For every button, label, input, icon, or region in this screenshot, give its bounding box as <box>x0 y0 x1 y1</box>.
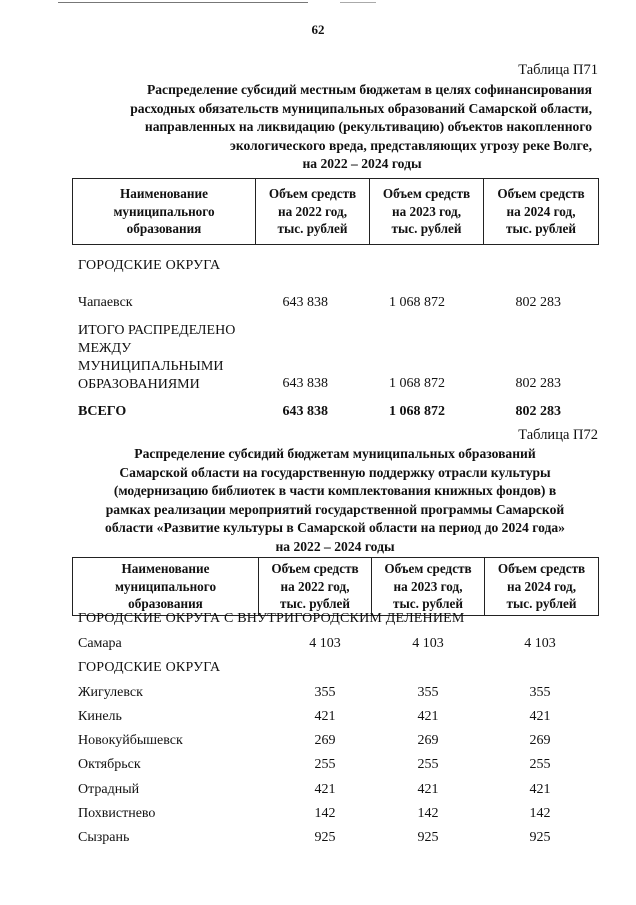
row-value-2022: 925 <box>314 830 336 845</box>
table71-caption-line: расходных обязательств муниципальных образований Самарской области, <box>130 100 592 116</box>
row-name: Октябрьск <box>78 757 141 772</box>
row-value-2024: 255 <box>529 757 551 772</box>
itogo-value-2023: 1 068 872 <box>389 376 445 391</box>
table71-caption-line: направленных на ликвидацию (рекультивацию) объектов накопленного <box>144 119 592 134</box>
table72-caption-line: Распределение субсидий бюджетам муниципальных образований <box>134 446 536 461</box>
row-value-2024: 355 <box>529 685 551 700</box>
row-value-2024: 421 <box>529 709 551 724</box>
row-value-2023: 421 <box>417 709 439 724</box>
table71-caption-line: на 2022 – 2024 годы <box>302 156 422 171</box>
table71-total-row <box>78 404 598 422</box>
row-value-2024: 269 <box>529 733 551 748</box>
table71-header-2022: Объем средств на 2022 год, тыс. рублей <box>256 179 370 245</box>
row-value-2022: 355 <box>314 685 336 700</box>
row-value-2023: 421 <box>417 782 439 797</box>
row-name: Похвистнево <box>78 806 156 821</box>
table-row <box>78 295 598 313</box>
row-name: Жигулевск <box>78 685 143 700</box>
row-name: Чапаевск <box>78 295 133 310</box>
row-name: Новокуйбышевск <box>78 733 183 748</box>
table71-header-2023: Объем средств на 2023 год, тыс. рублей <box>370 179 484 245</box>
table72-header <box>72 557 599 616</box>
row-value-2022: 421 <box>314 782 336 797</box>
top-scan-rule <box>58 2 308 3</box>
table71-itogo-values <box>78 376 598 394</box>
table-row <box>78 733 598 751</box>
total-value-2024: 802 283 <box>515 404 561 419</box>
table72-caption-line: рамках реализации мероприятий государственной программы Самарской <box>105 501 565 517</box>
table71-header-2024: Объем средств на 2024 год, тыс. рублей <box>484 179 599 245</box>
table72-caption-line: (модернизацию библиотек в части комплектования книжных фондов) в <box>113 483 557 498</box>
table72-caption-line: на 2022 – 2024 годы <box>275 538 395 554</box>
table-row <box>78 782 598 800</box>
row-name: Самара <box>78 636 122 651</box>
total-value-2023: 1 068 872 <box>389 404 445 419</box>
table72-caption-line: области «Развитие культуры в Самарской области на период до 2024 года» <box>105 520 565 535</box>
row-value-2022: 142 <box>314 806 336 821</box>
table72-header-2023: Объем средств на 2023 год, тыс. рублей <box>372 558 485 616</box>
row-value-2023: 4 103 <box>412 636 444 651</box>
row-name: Сызрань <box>78 830 130 845</box>
table71-caption <box>72 81 592 174</box>
row-value-2022: 255 <box>314 757 336 772</box>
table72-section-intra: ГОРОДСКИЕ ОКРУГА С ВНУТРИГОРОДСКИМ ДЕЛЕНИЕМ <box>78 611 465 626</box>
top-scan-rule-short <box>340 2 376 3</box>
row-value-2023: 355 <box>417 685 439 700</box>
table72-label: Таблица П72 <box>518 427 598 443</box>
table71-caption-line: Распределение субсидий местным бюджетам в целях софинансирования <box>146 82 592 97</box>
row-value-2022: 421 <box>314 709 336 724</box>
table71-header <box>72 178 599 245</box>
table-row <box>78 806 598 824</box>
table71-label: Таблица П71 <box>518 62 598 78</box>
row-name: Кинель <box>78 709 122 724</box>
table72-caption <box>70 445 600 556</box>
table72-header-2024: Объем средств на 2024 год, тыс. рублей <box>485 558 599 616</box>
itogo-value-2024: 802 283 <box>515 376 561 391</box>
table-row <box>78 636 598 654</box>
row-value-2022: 643 838 <box>282 295 328 310</box>
table72-caption-line: Самарской области на государственную поддержку отрасли культуры <box>119 464 551 480</box>
table-row <box>78 709 598 727</box>
table71-section-urban: ГОРОДСКИЕ ОКРУГА <box>78 258 221 273</box>
row-value-2023: 1 068 872 <box>389 295 445 310</box>
table72-section-urban: ГОРОДСКИЕ ОКРУГА <box>78 660 221 675</box>
row-value-2023: 269 <box>417 733 439 748</box>
row-value-2024: 142 <box>529 806 551 821</box>
row-value-2024: 421 <box>529 782 551 797</box>
page-number: 62 <box>311 22 325 37</box>
table71-itogo-label: ИТОГО РАСПРЕДЕЛЕНО МЕЖДУ МУНИЦИПАЛЬНЫМИ ОБРАЗОВАНИЯМИ <box>78 323 236 392</box>
table72-header-2022: Объем средств на 2022 год, тыс. рублей <box>259 558 372 616</box>
row-value-2024: 925 <box>529 830 551 845</box>
row-value-2024: 802 283 <box>515 295 561 310</box>
total-name: ВСЕГО <box>78 404 127 419</box>
table71-header-name: Наименование муниципального образования <box>73 179 256 245</box>
row-value-2023: 142 <box>417 806 439 821</box>
table71-caption-line: экологического вреда, представляющих угрозу реке Волге, <box>230 137 592 153</box>
row-value-2023: 255 <box>417 757 439 772</box>
row-value-2024: 4 103 <box>524 636 556 651</box>
table72-header-name: Наименование муниципального образования <box>73 558 259 616</box>
total-value-2022: 643 838 <box>282 404 328 419</box>
row-value-2022: 269 <box>314 733 336 748</box>
table-row <box>78 685 598 703</box>
row-name: Отрадный <box>78 782 140 797</box>
table-row <box>78 830 598 848</box>
table-row <box>78 757 598 775</box>
itogo-value-2022: 643 838 <box>282 376 328 391</box>
row-value-2022: 4 103 <box>309 636 341 651</box>
row-value-2023: 925 <box>417 830 439 845</box>
